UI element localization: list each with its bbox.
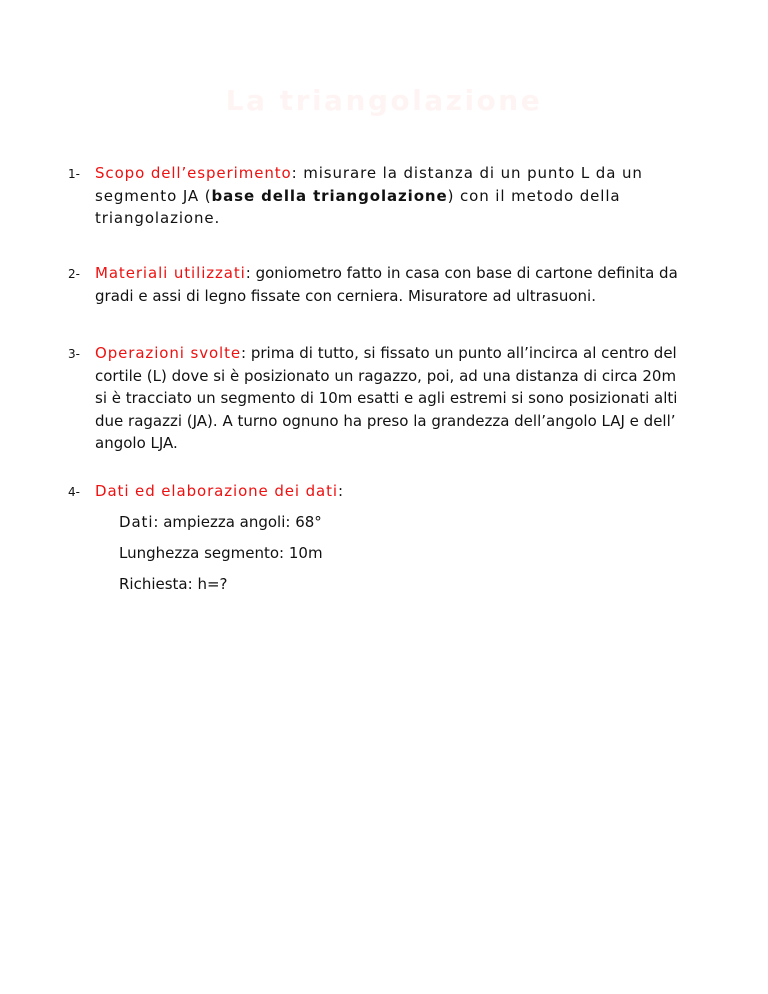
list-item-scopo [68,162,685,230]
item-paragraph [95,480,685,503]
item-heading: Operazioni svolte [95,344,242,362]
item-text: : [338,482,344,500]
item-heading: Dati ed elaborazione dei dati [95,482,338,500]
request-line: Richiesta: h=? [119,575,228,593]
item-number: 1- [68,167,80,181]
data-value: : ampiezza angoli: 68° [153,513,322,531]
item-text: : goniometro fatto in casa con base di cartone definita da gradi e assi di legno fissate con cerniera. Misuratore ad ultrasuoni. [95,264,678,305]
item-heading: Scopo dell’esperimento [95,164,292,182]
data-line [119,512,322,532]
segment-line: Lunghezza segmento: 10m [119,544,323,562]
data-label: Dati [119,513,154,531]
item-text: : misurare la distanza di un punto L da un segmento JA ( [95,164,643,205]
item-text: : prima di tutto, si fissato un punto all’incirca al centro del cortile (L) dove si è posizionato un ragazzo, poi, ad una distanza di circa 20m si è tracciato un segmento di 10m esatti e agli estremi si sono posizionati alti due ragazzi (JA). A turno ognuno ha preso la grandezza dell’angolo LAJ e dell’ angolo LJA. [95,344,678,452]
list-item-operazioni [68,342,685,455]
item-number: 2- [68,267,80,281]
item-bold-text: base della triangolazione [211,186,448,205]
item-paragraph [95,342,685,455]
item-paragraph [95,262,685,307]
item-paragraph [95,162,685,230]
list-item-materiali [68,262,685,307]
item-heading: Materiali utilizzati [95,264,246,282]
document-title: La triangolazione [225,84,543,117]
item-number: 4- [68,485,80,499]
list-item-dati [68,480,685,503]
item-text-end: ) con il metodo della triangolazione. [95,186,621,227]
item-number: 3- [68,347,80,361]
